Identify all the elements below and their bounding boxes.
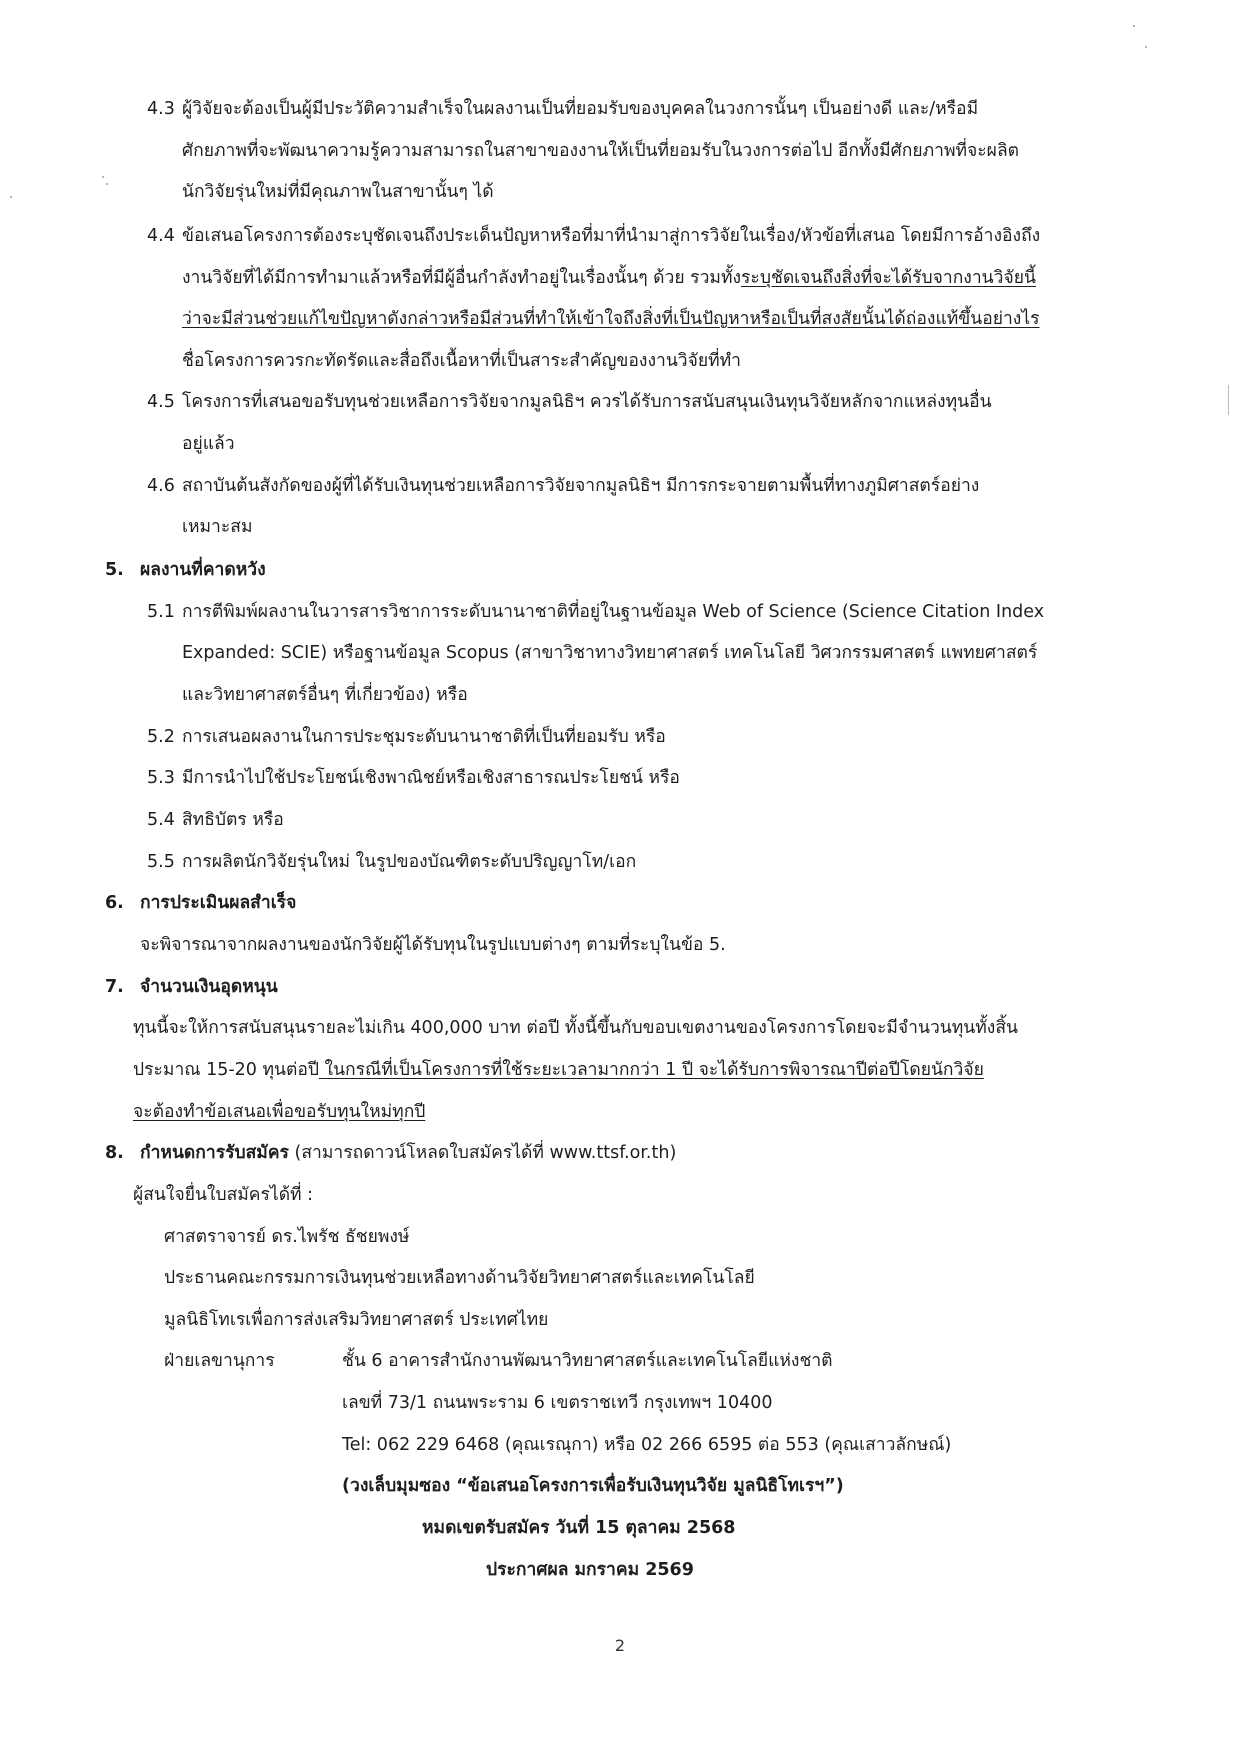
item-text-line <box>182 266 1036 290</box>
section-text-part: ประมาณ 15-20 ทุนต่อปี <box>133 1060 319 1080</box>
item-text-line: การตีพิมพ์ผลงานในวารสารวิชาการระดับนานาชาติที่อยู่ในฐานข้อมูล Web of Science (Science Citation Index <box>182 602 1045 622</box>
item-number: 5.2 <box>147 727 175 747</box>
underlined-text-line: ว่าจะมีส่วนช่วยแก้ไขปัญหาดังกล่าวหรือมีส่วนที่ทำให้เข้าใจถึงสิ่งที่เป็นปัญหาหรือเป็นที่สงสัยนั้นได้ถ่องแท้ขึ้นอย่างไร <box>182 309 1040 329</box>
item-number: 4.4 <box>147 226 175 246</box>
telephone-line: Tel: 062 229 6468 (คุณเรณุกา) หรือ 02 266 6595 ต่อ 553 (คุณเสาวลักษณ์) <box>342 1435 952 1455</box>
item-text-line: สิทธิบัตร หรือ <box>182 810 284 830</box>
section-text <box>133 1058 984 1082</box>
section-number: 7. <box>105 977 124 997</box>
scan-speck <box>1145 46 1147 48</box>
item-number: 5.5 <box>147 852 175 872</box>
section-number: 8. <box>105 1143 124 1163</box>
scan-speck <box>10 196 12 198</box>
scan-edge-mark <box>1228 385 1229 415</box>
scan-speck <box>1133 25 1135 27</box>
item-number: 5.3 <box>147 768 175 788</box>
section-title: ผลงานที่คาดหวัง <box>140 560 266 580</box>
section-title: จำนวนเงินอุดหนุน <box>140 977 278 997</box>
item-text-line: ผู้วิจัยจะต้องเป็นผู้มีประวัติความสำเร็จในผลงานเป็นที่ยอมรับของบุคคลในวงการนั้นๆ เป็นอย่างดี และ/หรือมี <box>182 99 979 119</box>
scan-speck <box>106 183 108 185</box>
section-number: 6. <box>105 893 124 913</box>
envelope-note: (วงเล็บมุมซอง “ข้อเสนอโครงการเพื่อรับเงินทุนวิจัย มูลนิธิโทเรฯ”) <box>342 1476 844 1496</box>
item-text-line: เหมาะสม <box>182 517 253 537</box>
underlined-text: ระบุชัดเจนถึงสิ่งที่จะได้รับจากงานวิจัยนี้ <box>741 268 1036 288</box>
deadline: หมดเขตรับสมัคร วันที่ 15 ตุลาคม 2568 <box>422 1518 736 1538</box>
contact-person: ศาสตราจารย์ ดร.ไพรัช ธัชยพงษ์ <box>164 1227 410 1247</box>
item-text-line: ชื่อโครงการควรกะทัดรัดและสื่อถึงเนื้อหาที่เป็นสาระสำคัญของงานวิจัยที่ทำ <box>182 351 742 371</box>
announcement-date: ประกาศผล มกราคม 2569 <box>486 1560 694 1580</box>
item-text-line: ข้อเสนอโครงการต้องระบุชัดเจนถึงประเด็นปัญหาหรือที่มาที่นำมาสู่การวิจัยในเรื่อง/หัวข้อที่เสนอ โดยมีการอ้างอิงถึง <box>182 226 1041 246</box>
item-text-line: นักวิจัยรุ่นใหม่ที่มีคุณภาพในสาขานั้นๆ ได้ <box>182 182 494 202</box>
item-text-line: มีการนำไปใช้ประโยชน์เชิงพาณิชย์หรือเชิงสาธารณประโยชน์ หรือ <box>182 768 680 788</box>
item-number: 5.1 <box>147 602 175 622</box>
address-line: ชั้น 6 อาคารสำนักงานพัฒนาวิทยาศาสตร์และเทคโนโลยีแห่งชาติ <box>342 1351 833 1371</box>
section-text: จะพิจารณาจากผลงานของนักวิจัยผู้ได้รับทุนในรูปแบบต่างๆ ตามที่ระบุในข้อ 5. <box>140 935 726 955</box>
foundation-name: มูลนิธิโทเรเพื่อการส่งเสริมวิทยาศาสตร์ ประเทศไทย <box>164 1310 549 1330</box>
apply-label: ผู้สนใจยื่นใบสมัครได้ที่ : <box>133 1185 314 1205</box>
address-line: เลขที่ 73/1 ถนนพระราม 6 เขตราชเทวี กรุงเทพฯ 10400 <box>342 1393 773 1413</box>
item-number: 4.5 <box>147 392 175 412</box>
section-title: กำหนดการรับสมัคร <box>140 1143 289 1163</box>
item-text-line: Expanded: SCIE) หรือฐานข้อมูล Scopus (สาขาวิชาทางวิทยาศาสตร์ เทคโนโลยี วิศวกรรมศาสตร์ แพทยศาสตร์ <box>182 643 1038 663</box>
page-number: 2 <box>614 1636 626 1655</box>
section-text: ทุนนี้จะให้การสนับสนุนรายละไม่เกิน 400,000 บาท ต่อปี ทั้งนี้ขึ้นกับขอบเขตงานของโครงการโดยจะมีจำนวนทุนทั้งสิ้น <box>133 1018 1018 1038</box>
item-text-line: โครงการที่เสนอขอรับทุนช่วยเหลือการวิจัยจากมูลนิธิฯ ควรได้รับการสนับสนุนเงินทุนวิจัยหลักจากแหล่งทุนอื่น <box>182 392 992 412</box>
contact-position: ประธานคณะกรรมการเงินทุนช่วยเหลือทางด้านวิจัยวิทยาศาสตร์และเทคโนโลยี <box>164 1268 755 1288</box>
item-text: งานวิจัยที่ได้มีการทำมาแล้วหรือที่มีผู้อื่นกำลังทำอยู่ในเรื่องนั้นๆ ด้วย รวมทั้ง <box>182 268 742 288</box>
section-heading-line <box>140 1141 676 1165</box>
section-title: การประเมินผลสำเร็จ <box>140 893 297 913</box>
underlined-text: ในกรณีที่เป็นโครงการที่ใช้ระยะเวลามากกว่า 1 ปี จะได้รับการพิจารณาปีต่อปีโดยนักวิจัย <box>318 1060 984 1080</box>
secretariat-label: ฝ่ายเลขานุการ <box>164 1351 275 1371</box>
item-text-line: สถาบันต้นสังกัดของผู้ที่ได้รับเงินทุนช่วยเหลือการวิจัยจากมูลนิธิฯ มีการกระจายตามพื้นที่ทางภูมิศาสตร์อย่าง <box>182 476 980 496</box>
section-number: 5. <box>105 560 124 580</box>
item-text-line: การเสนอผลงานในการประชุมระดับนานาชาติที่เป็นที่ยอมรับ หรือ <box>182 727 666 747</box>
item-number: 4.6 <box>147 476 175 496</box>
download-note: (สามารถดาวน์โหลดใบสมัครได้ที่ www.ttsf.or.th) <box>288 1143 677 1163</box>
item-number: 4.3 <box>147 99 175 119</box>
scan-speck <box>102 176 104 178</box>
item-text-line: และวิทยาศาสตร์อื่นๆ ที่เกี่ยวข้อง) หรือ <box>182 685 468 705</box>
underlined-text-line: จะต้องทำข้อเสนอเพื่อขอรับทุนใหม่ทุกปี <box>133 1102 426 1122</box>
item-text-line: การผลิตนักวิจัยรุ่นใหม่ ในรูปของบัณฑิตระดับปริญญาโท/เอก <box>182 852 637 872</box>
item-number: 5.4 <box>147 810 175 830</box>
item-text-line: ศักยภาพที่จะพัฒนาความรู้ความสามารถในสาขาของงานให้เป็นที่ยอมรับในวงการต่อไป อีกทั้งมีศักยภาพที่จะผลิต <box>182 141 1020 161</box>
item-text-line: อยู่แล้ว <box>182 434 235 454</box>
